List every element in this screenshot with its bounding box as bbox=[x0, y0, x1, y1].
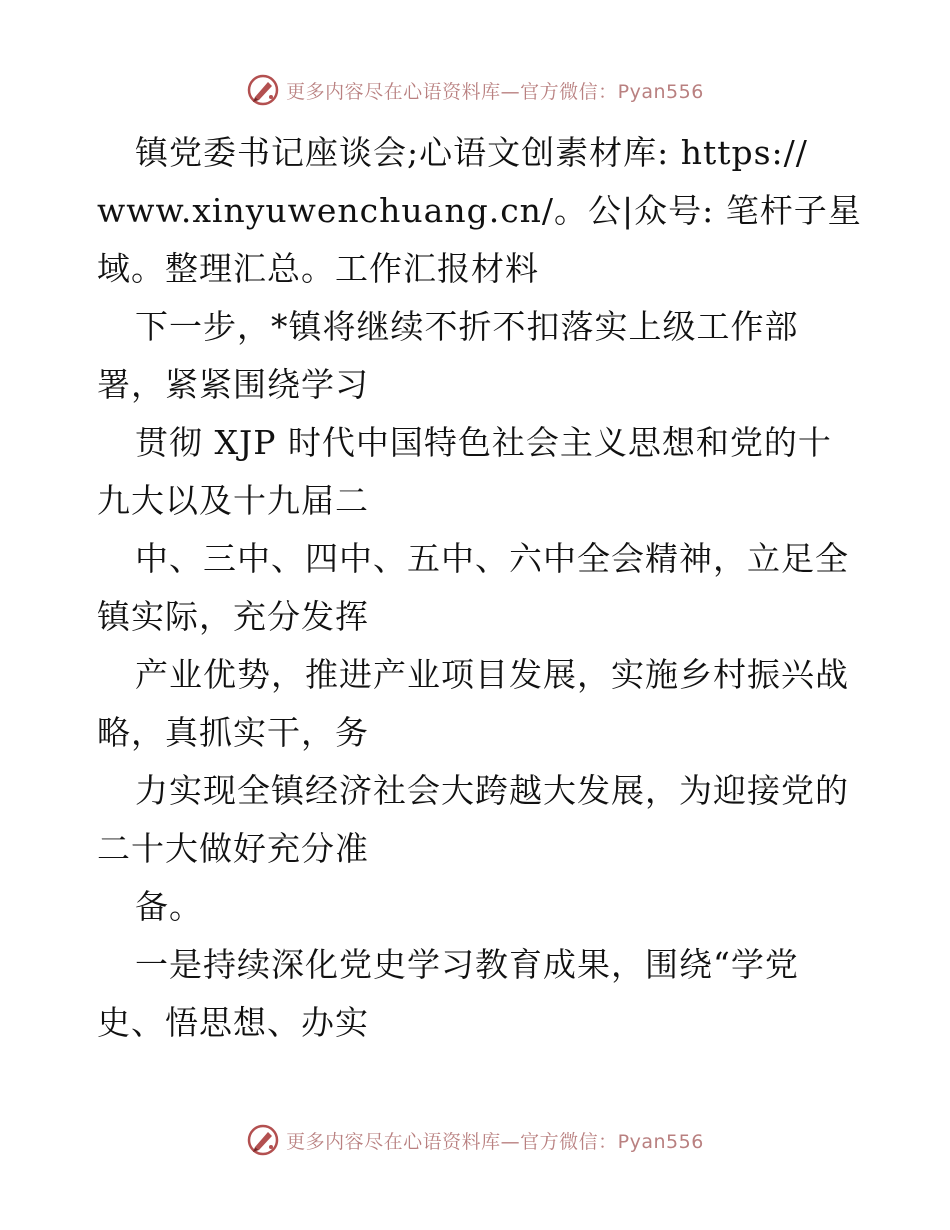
text-line: www.xinyuwenchuang.cn/。公|众号: 笔杆子星 bbox=[97, 191, 862, 230]
text-line: 一是持续深化党史学习教育成果，围绕“学党 bbox=[135, 945, 799, 984]
text-line: 镇党委书记座谈会;心语文创素材库: https:// bbox=[135, 133, 808, 172]
header-watermark bbox=[0, 73, 950, 107]
text-line: 九大以及十九届二 bbox=[97, 481, 369, 520]
footer-watermark bbox=[0, 1123, 950, 1157]
text-line: 署，紧紧围绕学习 bbox=[97, 365, 369, 404]
text-line: 域。整理汇总。工作汇报材料 bbox=[97, 249, 539, 288]
watermark-text: 更多内容尽在心语资料库—官方微信：Pyan556 bbox=[286, 80, 704, 103]
text-line: 产业优势，推进产业项目发展，实施乡村振兴战 bbox=[135, 655, 849, 694]
text-line: 力实现全镇经济社会大跨越大发展，为迎接党的 bbox=[135, 771, 849, 810]
text-line: 史、悟思想、办实 bbox=[97, 1003, 369, 1042]
text-line: 中、三中、四中、五中、六中全会精神，立足全 bbox=[135, 539, 849, 578]
text-line: 二十大做好充分准 bbox=[97, 829, 369, 868]
text-line: 略，真抓实干，务 bbox=[97, 713, 369, 752]
text-line: 贯彻 XJP 时代中国特色社会主义思想和党的十 bbox=[135, 423, 832, 462]
pen-logo-icon bbox=[246, 73, 280, 107]
document-body bbox=[97, 124, 862, 1052]
text-line: 镇实际，充分发挥 bbox=[97, 597, 369, 636]
text-line: 备。 bbox=[135, 887, 203, 926]
text-line: 下一步，*镇将继续不折不扣落实上级工作部 bbox=[135, 307, 799, 346]
watermark-text: 更多内容尽在心语资料库—官方微信：Pyan556 bbox=[286, 1130, 704, 1153]
pen-logo-icon bbox=[246, 1123, 280, 1157]
